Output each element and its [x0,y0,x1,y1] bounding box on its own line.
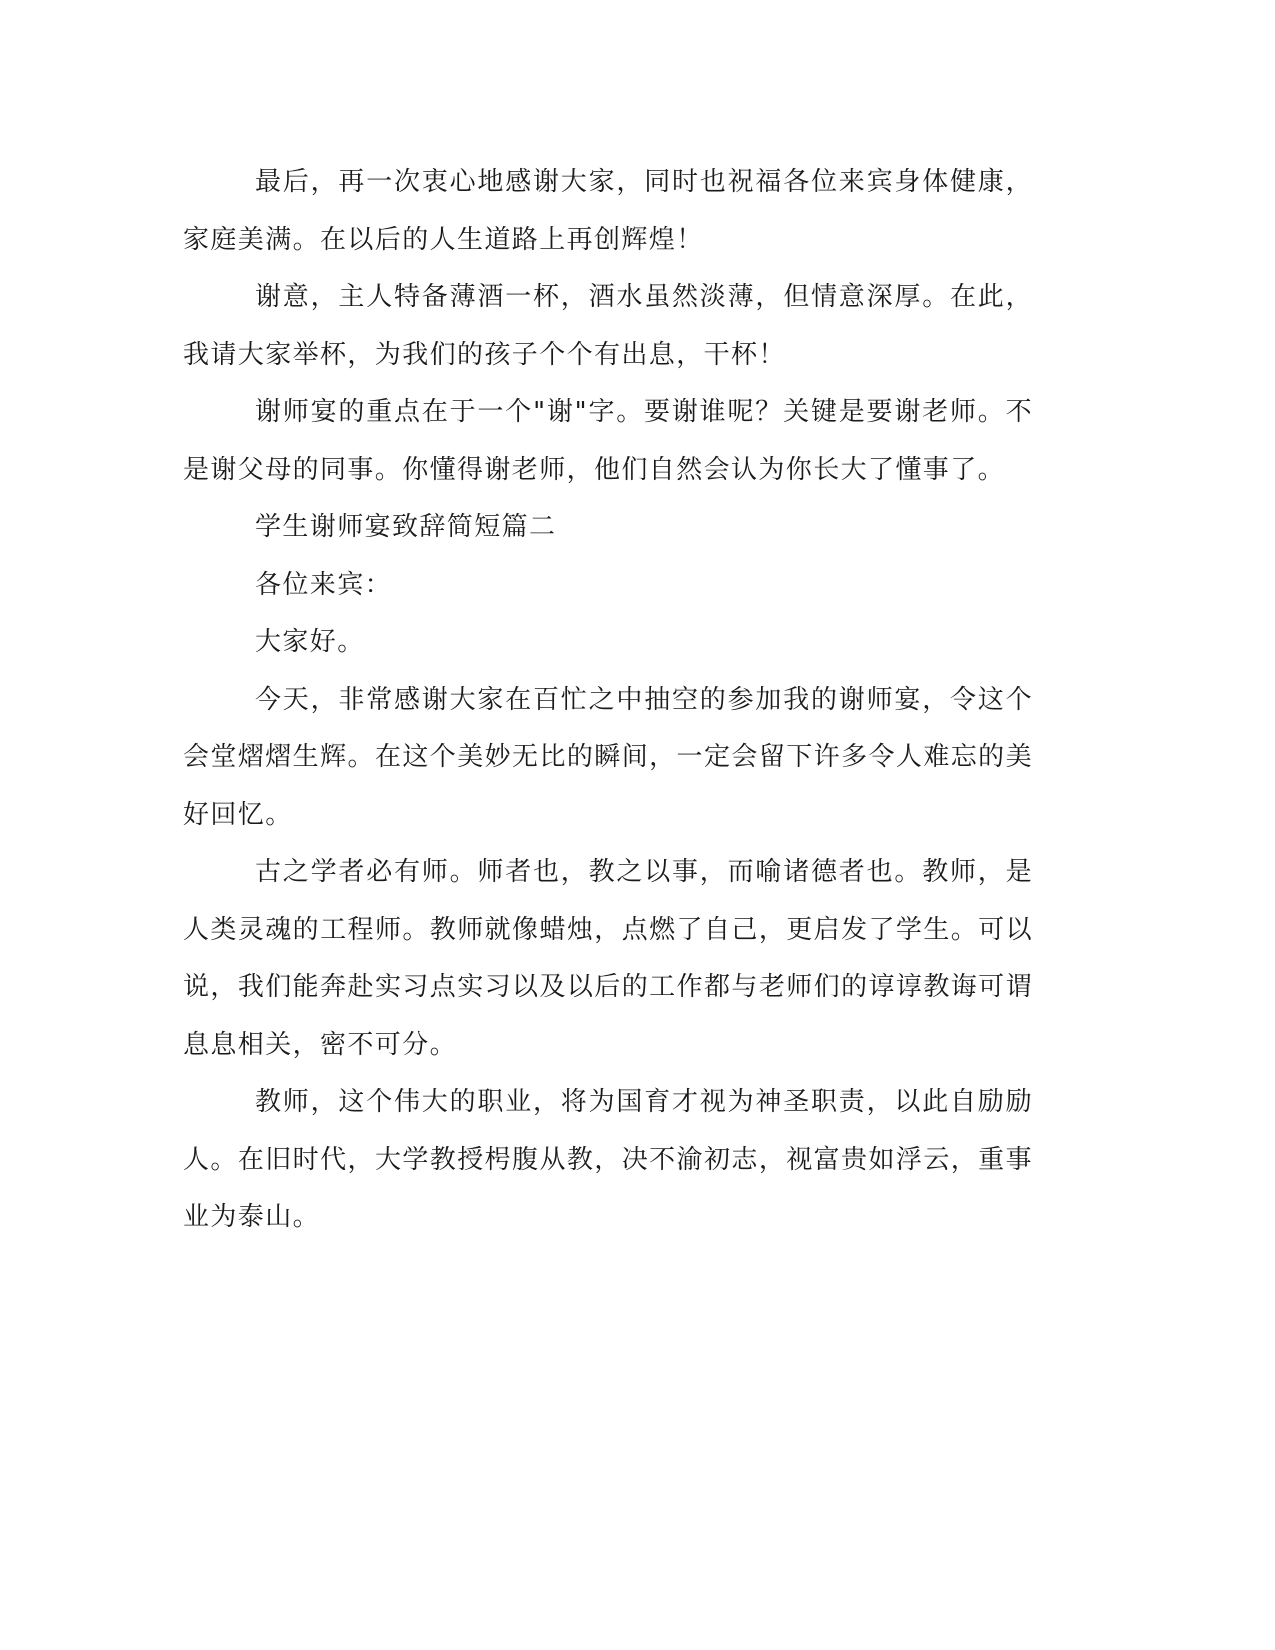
greeting: 大家好。 [255,627,365,657]
section-heading: 学生谢师宴致辞简短篇二 [255,512,557,542]
salutation: 各位来宾： [255,569,393,600]
paragraph-closing-thanks: 最后，再一次衷心地感谢大家，同时也祝福各位来宾身体健康，家庭美满。在以后的人生道路上再创辉煌！ [183,167,1033,255]
paragraph-teaching-profession: 教师，这个伟大的职业，将为国育才视为神圣职责，以此自励励人。在旧时代，大学教授枵腹从教，决不渝初志，视富贵如浮云，重事业为泰山。 [183,1087,1033,1232]
paragraph-toast: 谢意，主人特备薄酒一杯，酒水虽然淡薄，但情意深厚。在此，我请大家举杯，为我们的孩子个个有出息，干杯！ [183,282,1033,370]
paragraph-welcome: 今天，非常感谢大家在百忙之中抽空的参加我的谢师宴，令这个会堂熠熠生辉。在这个美妙无比的瞬间，一定会留下许多令人难忘的美好回忆。 [183,684,1033,830]
paragraph-teacher-praise: 古之学者必有师。师者也，教之以事，而喻诸德者也。教师，是人类灵魂的工程师。教师就像蜡烛，点燃了自己，更启发了学生。可以说，我们能奔赴实习点实习以及以后的工作都与老师们的谆谆教诲可谓息息相关，密不可分。 [183,857,1033,1060]
document-body [183,154,1033,1247]
paragraph-thank-teachers: 谢师宴的重点在于一个"谢"字。要谢谁呢？关键是要谢老师。不是谢父母的同事。你懂得谢老师，他们自然会认为你长大了懂事了。 [183,397,1033,485]
